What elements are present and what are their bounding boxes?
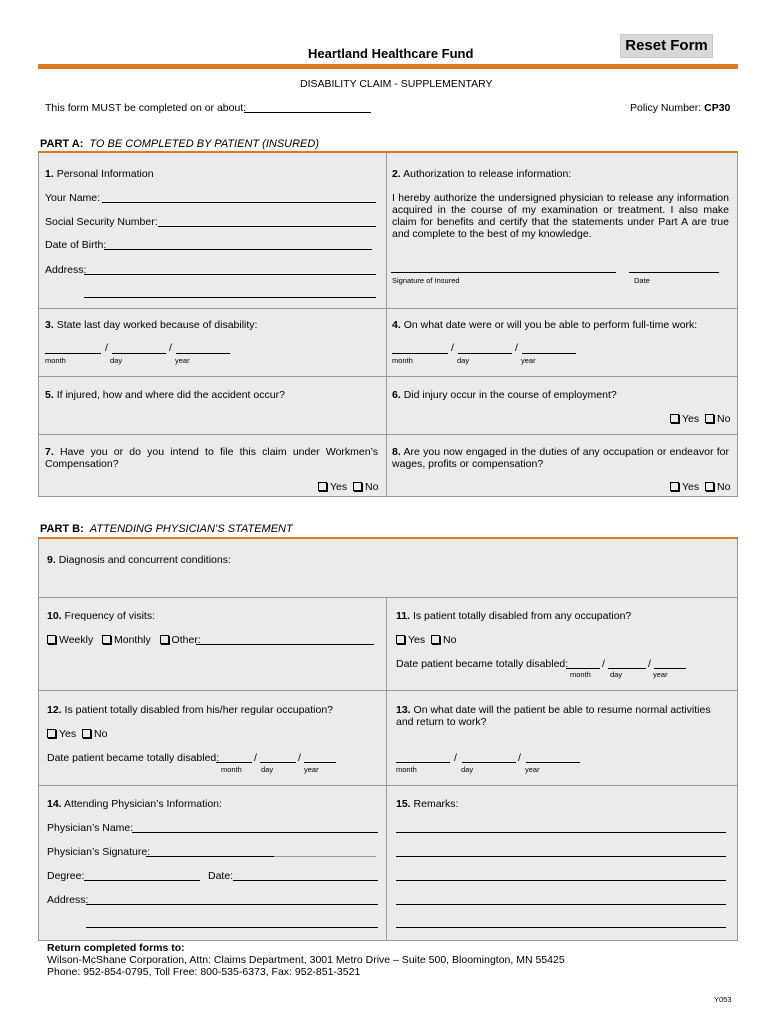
reset-form-button[interactable]: Reset Form <box>620 34 713 58</box>
q4-day-field[interactable] <box>458 353 512 354</box>
q15-number: 15. <box>396 798 411 810</box>
q11-number: 11. <box>396 610 411 622</box>
q1-text: Personal Information <box>56 168 154 180</box>
physician-date-label: Date: <box>208 870 234 882</box>
physician-date-field[interactable] <box>233 880 378 881</box>
q6-yes-checkbox[interactable] <box>670 414 679 423</box>
q6-options <box>670 413 730 425</box>
address-field-1[interactable] <box>84 274 376 275</box>
q12-date-label: Date patient became totally disabled: <box>47 752 220 764</box>
q9-number: 9. <box>47 554 56 566</box>
year-caption: year <box>525 765 540 774</box>
q12-no-checkbox[interactable] <box>82 729 91 738</box>
q10-options <box>47 634 201 646</box>
dob-label: Date of Birth: <box>45 239 107 251</box>
divider <box>38 308 738 309</box>
remarks-line-2[interactable] <box>396 856 726 857</box>
day-caption: day <box>610 670 623 679</box>
degree-label: Degree: <box>47 870 85 882</box>
q9-heading <box>47 554 231 566</box>
q3-month-field[interactable] <box>45 353 101 354</box>
remarks-line-3[interactable] <box>396 880 726 881</box>
q11-date-label: Date patient became totally disabled: <box>396 658 569 670</box>
address-label: Address: <box>45 264 87 276</box>
q12-yes-checkbox[interactable] <box>47 729 56 738</box>
q14-heading <box>47 798 222 810</box>
remarks-line-4[interactable] <box>396 904 726 905</box>
day-caption: day <box>457 356 470 365</box>
q11-month-field[interactable] <box>566 668 600 669</box>
q12-month-field[interactable] <box>216 762 252 763</box>
header-rule <box>38 64 738 69</box>
q9-text: Diagnosis and concurrent conditions: <box>58 554 231 566</box>
date-slash: / <box>169 342 172 354</box>
complete-by-label: This form MUST be completed on or about: <box>45 102 247 114</box>
part-b-bottom <box>38 940 738 941</box>
date-slash: / <box>451 342 454 354</box>
yes-label: Yes <box>682 413 700 425</box>
q3-number: 3. <box>45 319 54 331</box>
divider <box>38 597 738 598</box>
q5-text: If injured, how and where did the accident occur? <box>56 389 285 401</box>
q8-text: Are you now engaged in the duties of any occupation or endeavor for wages, profits or compensation? <box>392 446 729 470</box>
degree-field[interactable] <box>84 880 200 881</box>
divider <box>38 690 738 691</box>
q3-day-field[interactable] <box>112 353 166 354</box>
q13-day-field[interactable] <box>462 762 516 763</box>
return-label: Return completed forms to: <box>47 942 185 954</box>
q12-day-field[interactable] <box>260 762 296 763</box>
physician-signature-field[interactable] <box>146 856 274 857</box>
q12-heading <box>47 704 333 716</box>
q15-heading <box>396 798 458 810</box>
physician-name-label: Physician’s Name: <box>47 822 134 834</box>
q13-month-field[interactable] <box>396 762 450 763</box>
q5-heading <box>45 389 285 401</box>
q6-heading <box>392 389 617 401</box>
q1-heading <box>45 168 154 180</box>
no-label: No <box>716 481 731 493</box>
q1-number: 1. <box>45 168 54 180</box>
q12-options <box>47 728 107 740</box>
part-a-label: PART A: <box>40 138 84 150</box>
yes-label: Yes <box>682 481 700 493</box>
q3-heading <box>45 319 257 331</box>
q3-year-field[interactable] <box>176 353 230 354</box>
q6-number: 6. <box>392 389 401 401</box>
other-label: Other: <box>171 634 201 646</box>
q8-options <box>670 481 730 493</box>
physician-address-label: Address: <box>47 894 89 906</box>
date-caption: Date <box>634 276 650 285</box>
weekly-label: Weekly <box>59 634 94 646</box>
q7-no-checkbox[interactable] <box>353 482 362 491</box>
no-label: No <box>442 634 457 646</box>
q7-options <box>318 481 378 493</box>
q2-heading <box>392 168 571 180</box>
part-a-title <box>40 138 319 150</box>
monthly-checkbox[interactable] <box>102 635 111 644</box>
q11-heading <box>396 610 631 622</box>
q11-no-checkbox[interactable] <box>431 635 440 644</box>
q11-options <box>396 634 456 646</box>
physician-address-field-2[interactable] <box>86 927 378 928</box>
date-slash: / <box>298 752 301 764</box>
q13-text: On what date will the patient be able to resume normal activities and return to work? <box>396 704 711 728</box>
q8-number: 8. <box>392 446 401 458</box>
q14-number: 14. <box>47 798 62 810</box>
q13-heading <box>396 704 726 728</box>
part-a-bottom <box>38 496 738 497</box>
part-b-heading: ATTENDING PHYSICIAN’S STATEMENT <box>89 523 293 535</box>
q4-text: On what date were or will you be able to perform full-time work: <box>403 319 698 331</box>
q4-number: 4. <box>392 319 401 331</box>
year-caption: year <box>175 356 190 365</box>
your-name-field[interactable] <box>102 202 376 203</box>
q10-text: Frequency of visits: <box>64 610 155 622</box>
month-caption: month <box>396 765 417 774</box>
yes-label: Yes <box>330 481 348 493</box>
no-label: No <box>364 481 379 493</box>
q13-number: 13. <box>396 704 411 716</box>
q12-number: 12. <box>47 704 62 716</box>
return-phone: Phone: 952-854-0795, Toll Free: 800-535-6373, Fax: 952-851-3521 <box>47 966 361 978</box>
remarks-line-5[interactable] <box>396 927 726 928</box>
ssn-label: Social Security Number: <box>45 216 158 228</box>
month-caption: month <box>570 670 591 679</box>
signature-caption: Signature of Insured <box>392 276 460 285</box>
policy-number <box>630 102 730 114</box>
form-subtitle: DISABILITY CLAIM - SUPPLEMENTARY <box>300 78 493 90</box>
column-divider <box>386 153 387 496</box>
physician-address-field-1[interactable] <box>86 904 378 905</box>
q11-year-field[interactable] <box>654 668 686 669</box>
q11-text: Is patient totally disabled from any occupation? <box>412 610 632 622</box>
month-caption: month <box>392 356 413 365</box>
form-code: Y053 <box>714 995 732 1004</box>
ssn-field[interactable] <box>158 226 376 227</box>
month-caption: month <box>221 765 242 774</box>
physician-signature-label: Physician’s Signature: <box>47 846 151 858</box>
remarks-line-1[interactable] <box>396 832 726 833</box>
q10-number: 10. <box>47 610 62 622</box>
date-slash: / <box>518 752 521 764</box>
year-caption: year <box>653 670 668 679</box>
q8-yes-checkbox[interactable] <box>670 482 679 491</box>
q11-day-field[interactable] <box>608 668 646 669</box>
day-caption: day <box>110 356 123 365</box>
weekly-checkbox[interactable] <box>47 635 56 644</box>
physician-name-field[interactable] <box>132 832 378 833</box>
no-label: No <box>716 413 731 425</box>
q4-month-field[interactable] <box>392 353 448 354</box>
divider <box>38 434 738 435</box>
q12-year-field[interactable] <box>304 762 336 763</box>
q14-text: Attending Physician’s Information: <box>63 798 222 810</box>
month-caption: month <box>45 356 66 365</box>
address-field-2[interactable] <box>84 297 376 298</box>
other-frequency-field[interactable] <box>196 644 374 645</box>
insured-date-field[interactable] <box>629 272 719 273</box>
yes-label: Yes <box>408 634 426 646</box>
q2-number: 2. <box>392 168 401 180</box>
q4-heading <box>392 319 697 331</box>
day-caption: day <box>261 765 274 774</box>
date-slash: / <box>648 658 651 670</box>
day-caption: day <box>461 765 474 774</box>
other-checkbox[interactable] <box>160 635 169 644</box>
q6-no-checkbox[interactable] <box>705 414 714 423</box>
q3-text: State last day worked because of disability: <box>56 319 258 331</box>
q7-yes-checkbox[interactable] <box>318 482 327 491</box>
q12-text: Is patient totally disabled from his/her regular occupation? <box>64 704 334 716</box>
part-b-title <box>40 523 293 535</box>
yes-label: Yes <box>59 728 77 740</box>
q5-number: 5. <box>45 389 54 401</box>
year-caption: year <box>521 356 536 365</box>
complete-by-field[interactable] <box>244 112 371 113</box>
date-slash: / <box>254 752 257 764</box>
q6-text: Did injury occur in the course of employment? <box>403 389 617 401</box>
q11-yes-checkbox[interactable] <box>396 635 405 644</box>
q7-number: 7. <box>45 446 54 458</box>
policy-label: Policy Number: <box>630 102 702 114</box>
return-address: Wilson-McShane Corporation, Attn: Claims Department, 3001 Metro Drive – Suite 500, Bloomington, MN 55425 <box>47 954 565 966</box>
q2-text: Authorization to release information: <box>403 168 572 180</box>
q8-no-checkbox[interactable] <box>705 482 714 491</box>
physician-signature-field-ext[interactable] <box>274 856 376 857</box>
q7-text: Have you or do you intend to file this claim under Workmen’s Compensation? <box>45 446 378 470</box>
dob-field[interactable] <box>104 249 372 250</box>
date-slash: / <box>602 658 605 670</box>
divider <box>38 376 738 377</box>
part-a-heading: TO BE COMPLETED BY PATIENT (INSURED) <box>89 138 319 150</box>
q4-year-field[interactable] <box>522 353 576 354</box>
divider <box>38 785 738 786</box>
year-caption: year <box>304 765 319 774</box>
monthly-label: Monthly <box>114 634 151 646</box>
date-slash: / <box>105 342 108 354</box>
q7-heading <box>45 446 378 470</box>
date-slash: / <box>454 752 457 764</box>
form-title: Heartland Healthcare Fund <box>308 46 474 61</box>
column-divider <box>386 597 387 940</box>
part-b-label: PART B: <box>40 523 84 535</box>
policy-value: CP30 <box>704 102 731 114</box>
date-slash: / <box>515 342 518 354</box>
authorization-text: I hereby authorize the undersigned physician to release any information acquired in the course of my examination or treatment. I also make claim for benefits and certify that the statements under Part A are true and complete to the best of my knowledge. <box>392 192 729 240</box>
insured-signature-field[interactable] <box>391 272 616 273</box>
no-label: No <box>93 728 108 740</box>
your-name-label: Your Name: <box>45 192 101 204</box>
q13-year-field[interactable] <box>526 762 580 763</box>
q15-text: Remarks: <box>413 798 459 810</box>
q10-heading <box>47 610 155 622</box>
q8-heading <box>392 446 729 470</box>
